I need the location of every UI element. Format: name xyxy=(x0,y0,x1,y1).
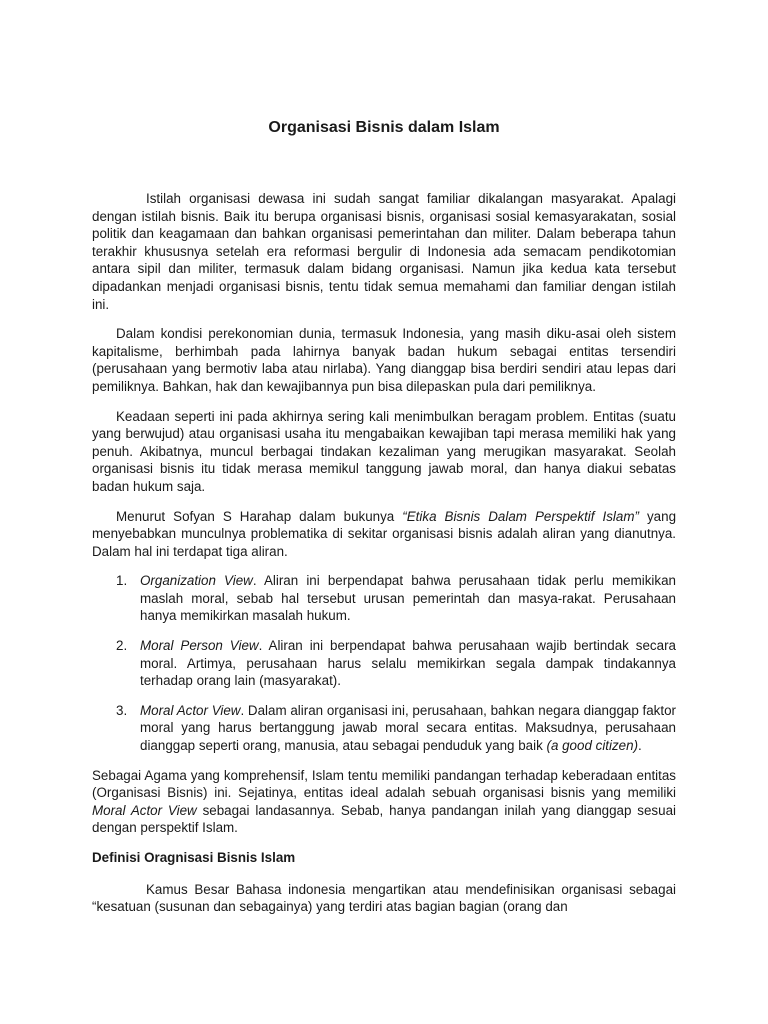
views-list xyxy=(92,572,676,754)
list-number: 2. xyxy=(116,638,128,654)
list-text: . Aliran ini berpendapat bahwa perusahaan wajib bertindak secara moral. Artimya, perusahaan harus selalu memikirkan segala dampak tindakannya terhadap orang lain (masyarakat). xyxy=(140,638,676,689)
list-text: . Dalam aliran organisasi ini, perusahaan, bahkan negara dianggap faktor moral yang harus bertanggung jawab moral secara entitas. Maksudnya, perusahaan dianggap seperti orang, manusia, atau sebagai penduduk yang baik xyxy=(140,702,676,754)
paragraph-economy: Dalam kondisi perekonomian dunia, termasuk Indonesia, yang masih diku-asai oleh sistem kapitalisme, berhimbah pada lahirnya banyak badan hukum sebagai entitas tersendiri (perusahaan yang bermotiv laba atau nirlaba). Yang dianggap bisa berdiri sendiri atau lepas dari pemiliknya. Bahkan, hak dan kewajibannya pun bisa dilepaskan pula dari pemiliknya. xyxy=(92,326,676,394)
list-text: . Aliran ini berpendapat bahwa perusahaan tidak perlu memikikan maslah moral, sebab hal tersebut urusan pemerintah dan masya-rakat. Perusahaan hanya memikirkan masalah hukum. xyxy=(140,573,676,624)
list-emphasis: (a good citizen) xyxy=(546,738,639,754)
list-term: Moral Actor View xyxy=(140,702,241,718)
paragraph-harahap xyxy=(92,508,676,561)
list-term: Moral Person View xyxy=(140,638,259,654)
list-number: 3. xyxy=(116,702,128,718)
book-title: “Etika Bisnis Dalam Perspektif Islam” xyxy=(402,508,639,524)
list-item xyxy=(92,637,676,690)
paragraph-intro: Istilah organisasi dewasa ini sudah sangat familiar dikalangan masyarakat. Apalagi dengan istilah bisnis. Baik itu berupa organisasi bisnis, organisasi sosial kemasyarakatan, sosial politik dan keagamaan dan bahkan organisasi pemerintahan dan militer. Dalam beberapa tahun terakhir khususnya setelah era reformasi bergulir di Indonesia ada semacam pendikotomian antara sipil dan militer, termasuk dalam bidang organisasi. Namun jika kedua kata tersebut dipadankan menjadi organisasi bisnis, tentu tidak semua memahami dan familiar dengan istilah ini. xyxy=(92,191,676,312)
list-item xyxy=(92,572,676,625)
term-emphasis: Moral Actor View xyxy=(92,802,197,818)
text-span: Menurut Sofyan S Harahap dalam bukunya xyxy=(116,508,403,524)
paragraph-problem: Keadaan seperti ini pada akhirnya sering kali menimbulkan beragam problem. Entitas (suatu yang berwujud) atau organisasi usaha itu mengabaikan kewajiban tapi merasa memiliki hak yang penuh. Akibatnya, muncul berbagai tindakan kezaliman yang merugikan masyarakat. Seolah organisasi bisnis itu tidak merasa memikul tanggung jawab moral, dan hanya diakui sebatas badan hukum saja. xyxy=(92,408,676,494)
text-span: yang menyebabkan munculnya problematika di sekitar organisasi bisnis adalah aliran yang dianutnya. Dalam hal ini terdapat tiga aliran. xyxy=(92,508,677,559)
document-title: Organisasi Bisnis dalam Islam xyxy=(268,119,500,136)
list-text-end: . xyxy=(638,738,642,754)
text-span: sebagai landasannya. Sebab, hanya pandangan inilah yang dianggap sesuai dengan perspektif Islam. xyxy=(92,802,676,836)
section-heading: Definisi Oragnisasi Bisnis Islam xyxy=(92,850,296,865)
text-span: Sebagai Agama yang komprehensif, Islam tentu memiliki pandangan terhadap keberadaan entitas (Organisasi Bisnis) ini. Sejatinya, entitas ideal adalah sebuah organisasi bisnis yang memiliki xyxy=(92,767,676,801)
list-term: Organization View xyxy=(140,573,253,589)
paragraph-islam-view xyxy=(92,767,676,837)
list-number: 1. xyxy=(116,573,128,589)
paragraph-definition: Kamus Besar Bahasa indonesia mengartikan atau mendefinisikan organisasi sebagai “kesatuan (susunan dan sebagainya) yang terdiri atas bagian bagian (orang dan xyxy=(92,881,676,915)
list-item xyxy=(92,702,676,755)
